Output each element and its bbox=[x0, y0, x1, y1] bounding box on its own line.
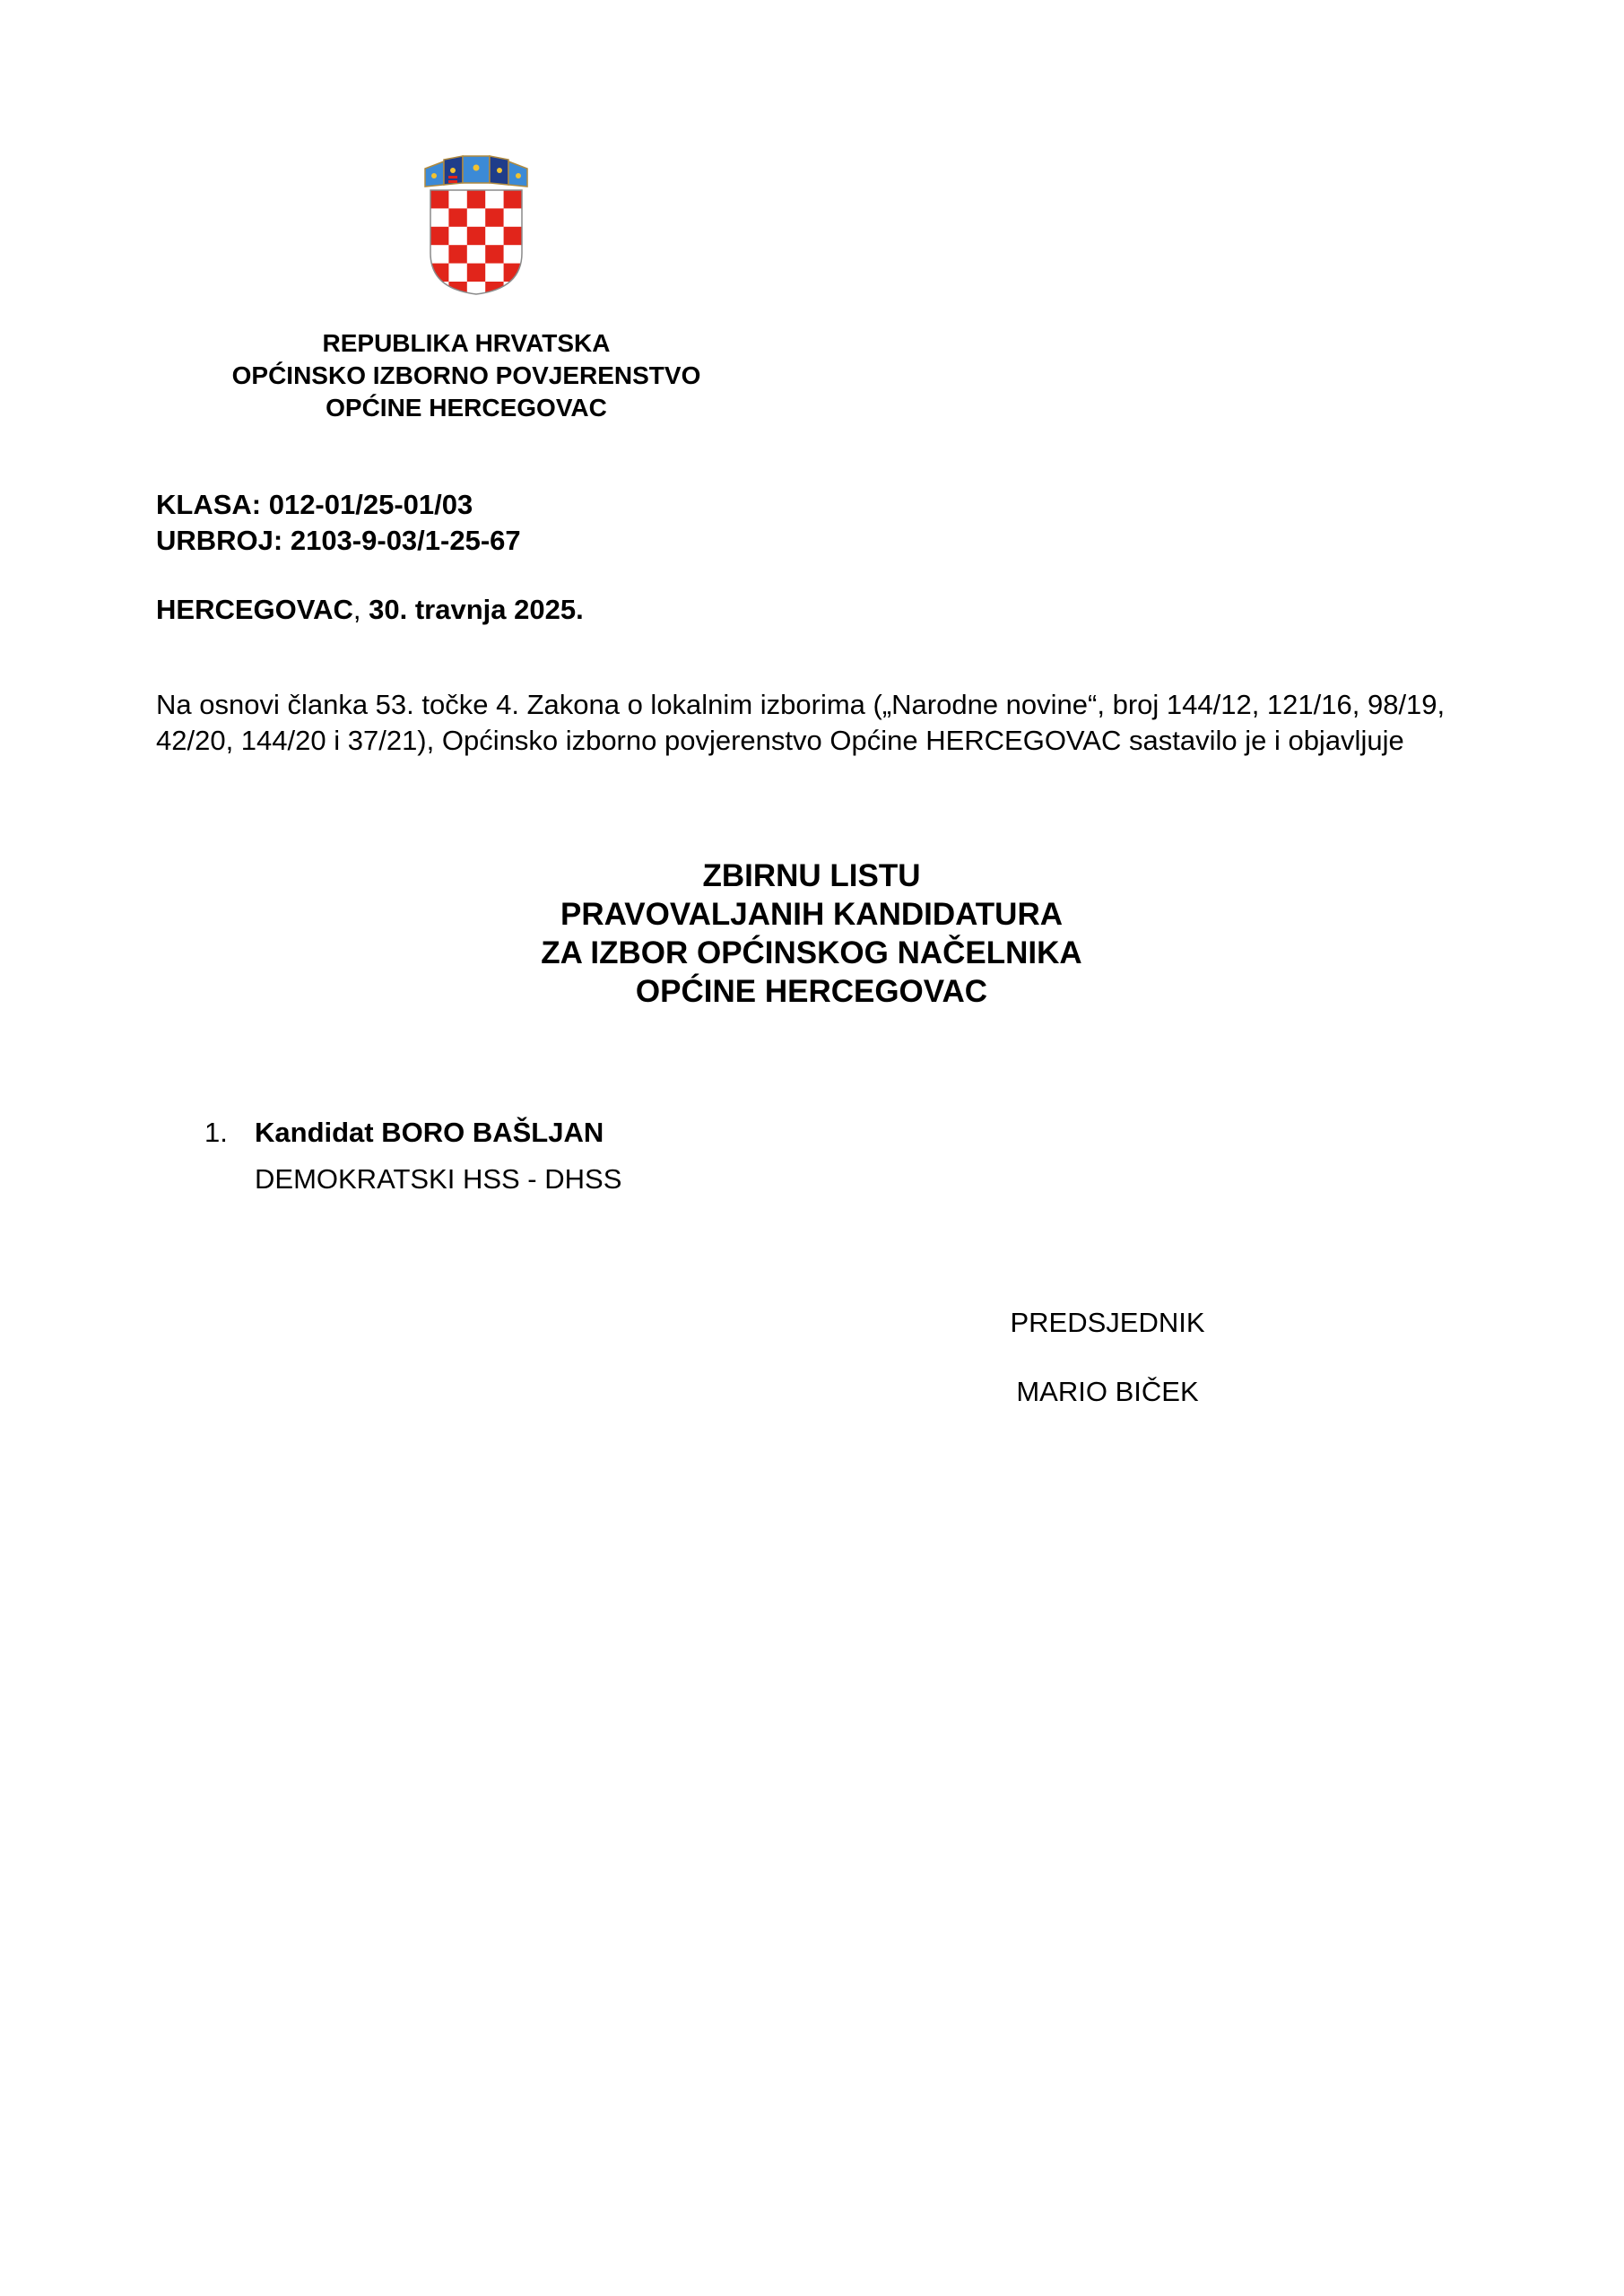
title-line-3: ZA IZBOR OPĆINSKOG NAČELNIKA bbox=[541, 935, 1082, 970]
header-line-country: REPUBLIKA HRVATSKA bbox=[322, 329, 611, 357]
candidate-name: Kandidat BORO BAŠLJAN bbox=[255, 1117, 604, 1148]
checkerboard-square bbox=[430, 245, 449, 264]
header-line-municipality: OPĆINE HERCEGOVAC bbox=[326, 394, 607, 422]
checkerboard-square bbox=[467, 208, 486, 227]
document-date: 30. travnja 2025. bbox=[369, 594, 584, 625]
checkerboard-square bbox=[448, 190, 467, 209]
place-name: HERCEGOVAC bbox=[156, 594, 353, 625]
checkerboard-square bbox=[485, 190, 504, 209]
checkerboard-square bbox=[467, 190, 486, 209]
checkerboard-square bbox=[485, 282, 504, 296]
checkerboard-square bbox=[485, 264, 504, 283]
checkerboard-square bbox=[485, 227, 504, 246]
candidate-list-item bbox=[204, 1115, 604, 1151]
candidate-party: DEMOKRATSKI HSS - DHSS bbox=[255, 1163, 622, 1195]
urbroj-line: URBROJ: 2103-9-03/1-25-67 bbox=[156, 525, 521, 556]
croatian-coat-of-arms-icon bbox=[420, 154, 533, 296]
checkerboard-square bbox=[448, 282, 467, 296]
checkerboard-square bbox=[504, 227, 523, 246]
klasa-line: KLASA: 012-01/25-01/03 bbox=[156, 489, 473, 520]
title-line-1: ZBIRNU LISTU bbox=[702, 858, 921, 893]
checkerboard-square bbox=[448, 245, 467, 264]
checkerboard-square bbox=[467, 227, 486, 246]
intro-paragraph: Na osnovi članka 53. točke 4. Zakona o lokalnim izborima („Narodne novine“, broj 144/12, 121/16, 98/19, 42/20, 144/20 i 37/21), Općinsko izborno povjerenstvo Općine HERCEGOVAC sastavilo je i objavljuje bbox=[156, 689, 1446, 756]
place-date-line bbox=[156, 592, 584, 628]
checkerboard-square bbox=[467, 264, 486, 283]
checkerboard-square bbox=[504, 208, 523, 227]
place-date-separator: , bbox=[352, 594, 369, 625]
checkerboard-square bbox=[485, 245, 504, 264]
checkerboard-square bbox=[448, 264, 467, 283]
title-line-2: PRAVOVALJANIH KANDIDATURA bbox=[560, 897, 1063, 932]
checkerboard-square bbox=[448, 227, 467, 246]
title-line-4: OPĆINE HERCEGOVAC bbox=[635, 974, 988, 1009]
signature-title: PREDSJEDNIK bbox=[1010, 1307, 1205, 1338]
checkerboard-square bbox=[467, 245, 486, 264]
checkerboard-square bbox=[485, 208, 504, 227]
checkerboard-square bbox=[430, 208, 449, 227]
checkerboard-square bbox=[448, 208, 467, 227]
header-line-commission: OPĆINSKO IZBORNO POVJERENSTVO bbox=[231, 361, 701, 389]
signature-name: MARIO BIČEK bbox=[1016, 1376, 1199, 1407]
document-title bbox=[363, 857, 1260, 1011]
checkerboard-square bbox=[430, 190, 449, 209]
checkerboard-square bbox=[504, 245, 523, 264]
checkerboard-square bbox=[430, 227, 449, 246]
reference-block bbox=[156, 487, 521, 559]
checkerboard-square bbox=[504, 190, 523, 209]
issuer-header bbox=[179, 327, 753, 424]
candidate-number: 1. bbox=[204, 1117, 228, 1148]
